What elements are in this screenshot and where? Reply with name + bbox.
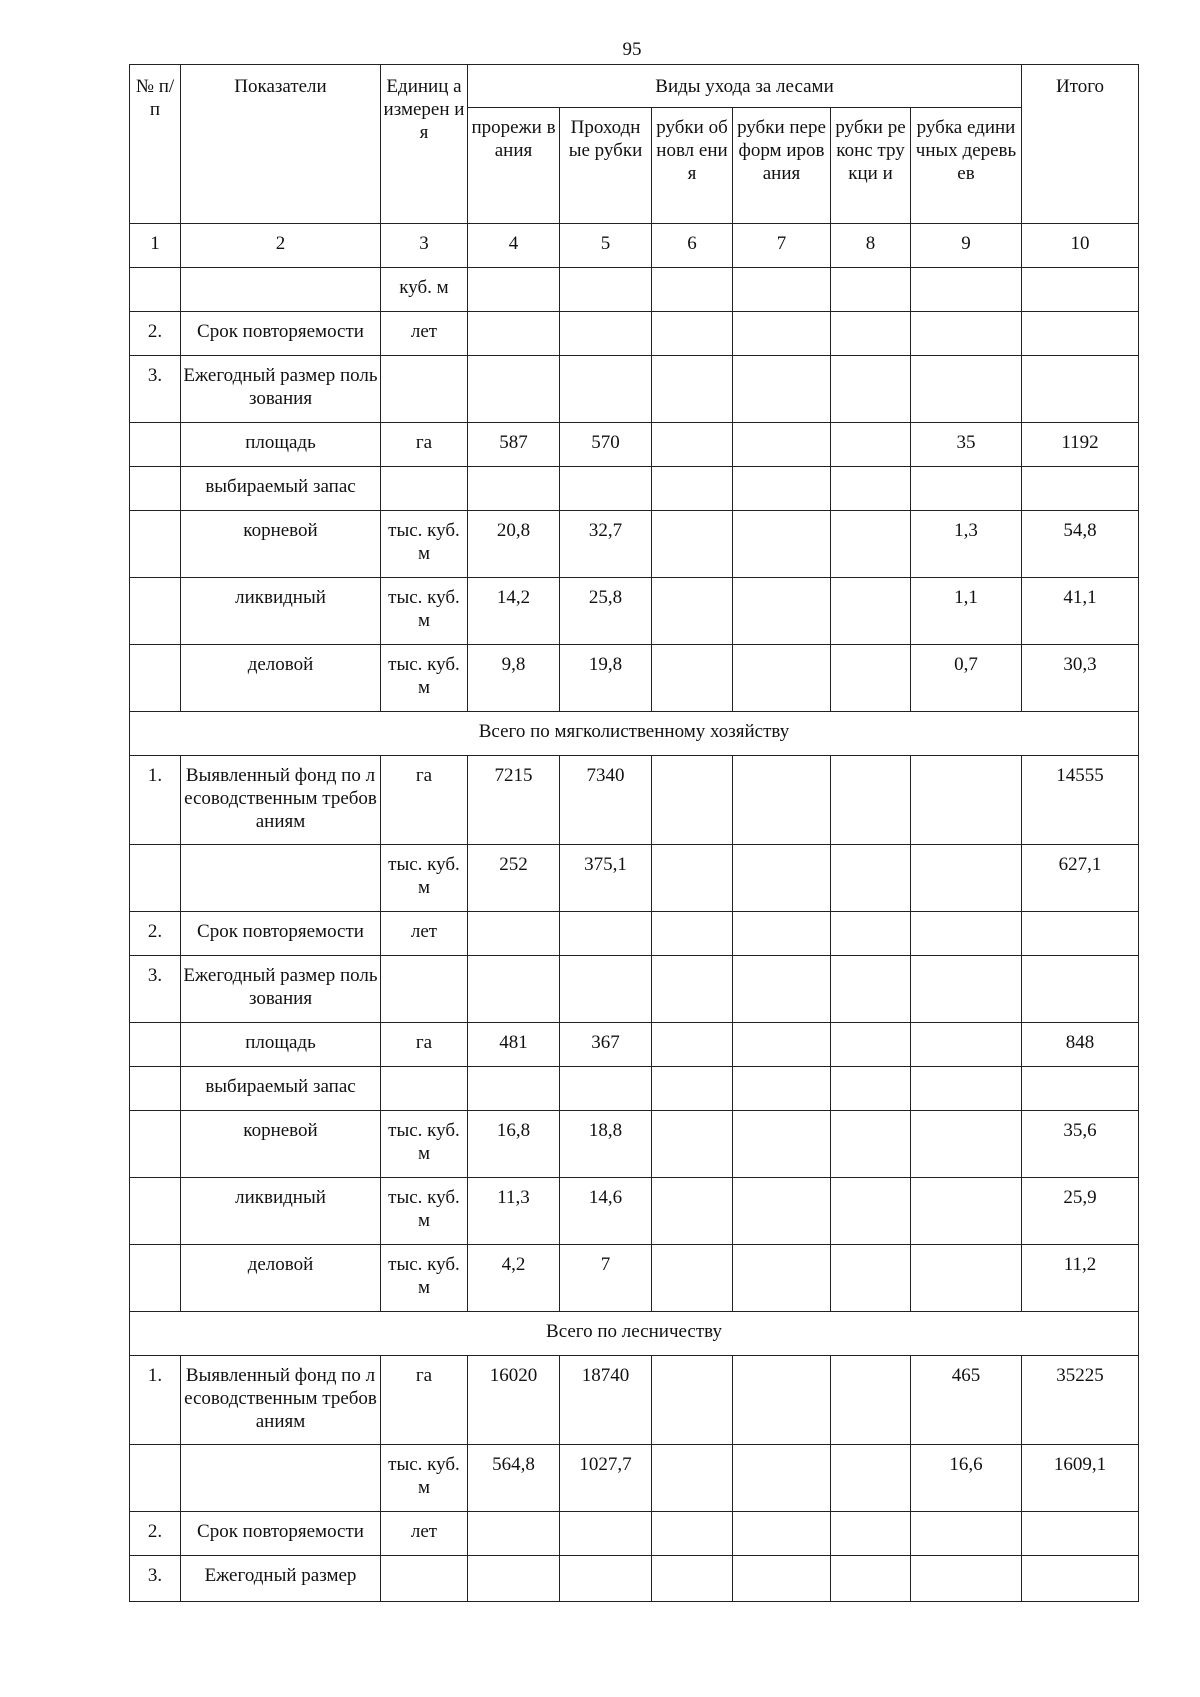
table-cell (733, 1067, 831, 1111)
table-cell (831, 845, 911, 912)
table-cell (831, 956, 911, 1023)
table-cell (733, 356, 831, 423)
table-cell (381, 467, 468, 511)
column-number: 10 (1022, 224, 1139, 268)
table-row (130, 268, 1139, 312)
table-cell (560, 956, 652, 1023)
table-cell (652, 511, 733, 578)
column-number: 9 (911, 224, 1022, 268)
table-cell (831, 423, 911, 467)
table-cell (733, 1445, 831, 1512)
column-number: 6 (652, 224, 733, 268)
table-row (130, 423, 1139, 467)
table-cell (831, 578, 911, 645)
table-cell (652, 1556, 733, 1602)
table-cell: 2. (130, 912, 181, 956)
table-cell: 1. (130, 1356, 181, 1445)
table-cell (468, 1512, 560, 1556)
table-cell (130, 1445, 181, 1512)
table-cell (652, 1356, 733, 1445)
table-cell: 367 (560, 1023, 652, 1067)
table-cell: 54,8 (1022, 511, 1139, 578)
table-cell (831, 268, 911, 312)
table-cell (733, 268, 831, 312)
table-cell (911, 956, 1022, 1023)
table-cell (652, 467, 733, 511)
table-cell (468, 467, 560, 511)
table-cell: корневой (181, 511, 381, 578)
table-cell: 16,8 (468, 1111, 560, 1178)
table-cell: 587 (468, 423, 560, 467)
table-cell: 11,3 (468, 1178, 560, 1245)
table-cell (733, 756, 831, 845)
table-cell (1022, 912, 1139, 956)
header-sub-col: рубки реконс трукци и (831, 108, 911, 224)
table-cell (911, 1178, 1022, 1245)
table-cell: 3. (130, 956, 181, 1023)
table-cell (1022, 1556, 1139, 1602)
table-row (130, 845, 1139, 912)
section-title: Всего по лесничеству (130, 1312, 1139, 1356)
table-cell (733, 956, 831, 1023)
table-row (130, 1245, 1139, 1312)
table-cell: 19,8 (560, 645, 652, 712)
table-row (130, 578, 1139, 645)
table-cell (560, 356, 652, 423)
table-cell: 1,3 (911, 511, 1022, 578)
table-cell: 627,1 (1022, 845, 1139, 912)
table-cell (831, 1178, 911, 1245)
table-cell (652, 356, 733, 423)
table-cell: 570 (560, 423, 652, 467)
header-sub-col: рубки обновл ения (652, 108, 733, 224)
table-cell: Ежегодный размер пользования (181, 356, 381, 423)
table-cell: тыс. куб. м (381, 845, 468, 912)
table-cell: 7340 (560, 756, 652, 845)
table-cell: 14555 (1022, 756, 1139, 845)
table-cell: 14,6 (560, 1178, 652, 1245)
table-cell: 16,6 (911, 1445, 1022, 1512)
table-cell (831, 1445, 911, 1512)
table-cell (911, 268, 1022, 312)
header-total: Итого (1022, 65, 1139, 224)
table-row (130, 1356, 1139, 1445)
table-cell (560, 312, 652, 356)
table-cell: Срок повторяемости (181, 912, 381, 956)
table-cell: 848 (1022, 1023, 1139, 1067)
table-cell (831, 511, 911, 578)
table-cell: 252 (468, 845, 560, 912)
table-cell (733, 645, 831, 712)
column-number: 8 (831, 224, 911, 268)
table-cell: 16020 (468, 1356, 560, 1445)
table-cell (560, 912, 652, 956)
table-row (130, 1067, 1139, 1111)
table-cell (733, 511, 831, 578)
table-cell (652, 423, 733, 467)
table-cell: выбираемый запас (181, 467, 381, 511)
table-cell: тыс. куб. м (381, 511, 468, 578)
table-row (130, 956, 1139, 1023)
table-cell (1022, 1067, 1139, 1111)
table-cell (831, 1067, 911, 1111)
table-cell: 35,6 (1022, 1111, 1139, 1178)
table-cell (130, 645, 181, 712)
table-cell: 481 (468, 1023, 560, 1067)
column-number-row (130, 224, 1139, 268)
table-cell (652, 645, 733, 712)
table-cell: Ежегодный размер пользования (181, 956, 381, 1023)
table-row (130, 467, 1139, 511)
table-cell: 2. (130, 1512, 181, 1556)
table-cell (181, 845, 381, 912)
table-cell: Ежегодный размер (181, 1556, 381, 1602)
table-cell (831, 1512, 911, 1556)
table-row (130, 912, 1139, 956)
table-cell (831, 467, 911, 511)
table-cell (733, 578, 831, 645)
table-cell: 7 (560, 1245, 652, 1312)
table-cell (181, 268, 381, 312)
table-cell (911, 1067, 1022, 1111)
table-cell (381, 956, 468, 1023)
table-cell: 1027,7 (560, 1445, 652, 1512)
table-cell (733, 1111, 831, 1178)
table-cell (381, 356, 468, 423)
table-cell: га (381, 1356, 468, 1445)
table-cell (831, 1023, 911, 1067)
table-cell (911, 1512, 1022, 1556)
table-cell: 18,8 (560, 1111, 652, 1178)
table-row (130, 356, 1139, 423)
table-cell (733, 1245, 831, 1312)
table-row (130, 1445, 1139, 1512)
table-cell (468, 1067, 560, 1111)
table-cell: га (381, 1023, 468, 1067)
table-cell: 25,9 (1022, 1178, 1139, 1245)
table-cell: 1192 (1022, 423, 1139, 467)
table-cell (911, 1023, 1022, 1067)
table-cell: 14,2 (468, 578, 560, 645)
table-cell: тыс. куб. м (381, 1178, 468, 1245)
table-cell: лет (381, 912, 468, 956)
table-cell (652, 1178, 733, 1245)
table-cell (911, 312, 1022, 356)
table-cell: 41,1 (1022, 578, 1139, 645)
table-cell (733, 1556, 831, 1602)
table-row (130, 1178, 1139, 1245)
table-cell (733, 1356, 831, 1445)
table-cell (130, 578, 181, 645)
table-cell (468, 956, 560, 1023)
table-cell: деловой (181, 645, 381, 712)
table-cell: деловой (181, 1245, 381, 1312)
table-cell: га (381, 423, 468, 467)
header-row-top (130, 65, 1139, 108)
table-cell (733, 312, 831, 356)
table-cell: лет (381, 1512, 468, 1556)
table-cell (560, 1512, 652, 1556)
table-cell (130, 1111, 181, 1178)
header-sub-col: рубки переформ ирования (733, 108, 831, 224)
table-cell (560, 1067, 652, 1111)
table-cell: 564,8 (468, 1445, 560, 1512)
table-cell (652, 312, 733, 356)
section-title: Всего по мягколиственному хозяйству (130, 712, 1139, 756)
table-cell: Выявленный фонд по лесоводственным требованиям (181, 756, 381, 845)
table-cell (831, 1356, 911, 1445)
table-cell: 25,8 (560, 578, 652, 645)
table-cell: корневой (181, 1111, 381, 1178)
table-cell (1022, 356, 1139, 423)
table-cell (831, 912, 911, 956)
table-cell: лет (381, 312, 468, 356)
table-cell (130, 467, 181, 511)
table-cell (468, 356, 560, 423)
column-number: 4 (468, 224, 560, 268)
header-unit: Единиц а измерен ия (381, 65, 468, 224)
table-cell: 4,2 (468, 1245, 560, 1312)
table-cell (911, 1111, 1022, 1178)
table-cell: 7215 (468, 756, 560, 845)
table-cell: Срок повторяемости (181, 1512, 381, 1556)
table-cell (560, 467, 652, 511)
table-cell (1022, 956, 1139, 1023)
table-cell: 2. (130, 312, 181, 356)
column-number: 2 (181, 224, 381, 268)
table-cell: 1,1 (911, 578, 1022, 645)
table-row (130, 312, 1139, 356)
table-cell (733, 1512, 831, 1556)
table-cell (831, 756, 911, 845)
table-cell (911, 467, 1022, 511)
table-cell: площадь (181, 423, 381, 467)
table-cell (130, 1178, 181, 1245)
table-cell (911, 756, 1022, 845)
table-cell (831, 356, 911, 423)
column-number: 3 (381, 224, 468, 268)
table-cell: куб. м (381, 268, 468, 312)
table-cell (560, 1556, 652, 1602)
table-cell (181, 1445, 381, 1512)
table-cell (652, 1245, 733, 1312)
table-cell (652, 1067, 733, 1111)
table-row (130, 1556, 1139, 1602)
table-row (130, 645, 1139, 712)
table-cell (911, 912, 1022, 956)
table-cell (652, 578, 733, 645)
table-cell (468, 1556, 560, 1602)
table-cell (733, 467, 831, 511)
table-cell: ликвидный (181, 1178, 381, 1245)
table-cell: тыс. куб. м (381, 645, 468, 712)
table-cell: 9,8 (468, 645, 560, 712)
header-group: Виды ухода за лесами (468, 65, 1022, 108)
table-cell: 32,7 (560, 511, 652, 578)
table-cell: ликвидный (181, 578, 381, 645)
table-cell: тыс. куб. м (381, 1445, 468, 1512)
table-cell (911, 1556, 1022, 1602)
table-cell (652, 956, 733, 1023)
forest-care-table (129, 64, 1139, 1602)
table-cell: тыс. куб. м (381, 1245, 468, 1312)
table-cell (381, 1067, 468, 1111)
table-cell (1022, 268, 1139, 312)
table-cell (1022, 1512, 1139, 1556)
table-cell (130, 845, 181, 912)
table-row (130, 1512, 1139, 1556)
table-cell: 3. (130, 356, 181, 423)
table-cell: тыс. куб. м (381, 1111, 468, 1178)
table-cell (831, 1111, 911, 1178)
table-cell (130, 423, 181, 467)
table-cell (733, 845, 831, 912)
table-cell (733, 1178, 831, 1245)
table-cell: Выявленный фонд по лесоводственным требованиям (181, 1356, 381, 1445)
table-cell (733, 423, 831, 467)
header-sub-col: прорежи вания (468, 108, 560, 224)
table-cell: 11,2 (1022, 1245, 1139, 1312)
table-cell (733, 912, 831, 956)
table-cell (130, 1023, 181, 1067)
table-cell (652, 845, 733, 912)
table-row (130, 1111, 1139, 1178)
table-cell (560, 268, 652, 312)
page-number: 95 (622, 39, 642, 60)
table-cell (911, 845, 1022, 912)
table-cell (1022, 467, 1139, 511)
table-cell: га (381, 756, 468, 845)
table-cell (468, 268, 560, 312)
table-cell: 465 (911, 1356, 1022, 1445)
table-cell (652, 1512, 733, 1556)
table-cell (130, 1245, 181, 1312)
table-cell (652, 1023, 733, 1067)
table-cell (130, 511, 181, 578)
header-sub-col: Проходн ые рубки (560, 108, 652, 224)
table-cell (468, 912, 560, 956)
table-cell: 35225 (1022, 1356, 1139, 1445)
table-cell (652, 912, 733, 956)
table-cell: 30,3 (1022, 645, 1139, 712)
table-row (130, 756, 1139, 845)
column-number: 1 (130, 224, 181, 268)
table-row (130, 1023, 1139, 1067)
table-cell (652, 268, 733, 312)
table-cell: 18740 (560, 1356, 652, 1445)
header-num: № п/п (130, 65, 181, 224)
table-cell (468, 312, 560, 356)
table-cell (911, 356, 1022, 423)
table-cell: 0,7 (911, 645, 1022, 712)
table-cell: выбираемый запас (181, 1067, 381, 1111)
table-cell (652, 756, 733, 845)
table-cell (130, 268, 181, 312)
table-cell (652, 1445, 733, 1512)
table-cell (1022, 312, 1139, 356)
table-cell: 1. (130, 756, 181, 845)
table-cell (733, 1023, 831, 1067)
header-sub-col: рубка единичных деревьев (911, 108, 1022, 224)
table-body (130, 268, 1139, 1602)
table-cell (652, 1111, 733, 1178)
table-cell (831, 645, 911, 712)
table-cell (911, 1245, 1022, 1312)
table-cell: 375,1 (560, 845, 652, 912)
header-indicator: Показатели (181, 65, 381, 224)
table-cell: Срок повторяемости (181, 312, 381, 356)
column-number: 7 (733, 224, 831, 268)
table-cell: тыс. куб. м (381, 578, 468, 645)
column-number: 5 (560, 224, 652, 268)
table-cell: 1609,1 (1022, 1445, 1139, 1512)
table-cell: площадь (181, 1023, 381, 1067)
table-cell: 35 (911, 423, 1022, 467)
table-cell (130, 1067, 181, 1111)
table-cell (831, 1556, 911, 1602)
table-cell (381, 1556, 468, 1602)
section-row (130, 1312, 1139, 1356)
table-cell (831, 1245, 911, 1312)
table-cell: 3. (130, 1556, 181, 1602)
table-cell (831, 312, 911, 356)
section-row (130, 712, 1139, 756)
table-cell: 20,8 (468, 511, 560, 578)
table-row (130, 511, 1139, 578)
